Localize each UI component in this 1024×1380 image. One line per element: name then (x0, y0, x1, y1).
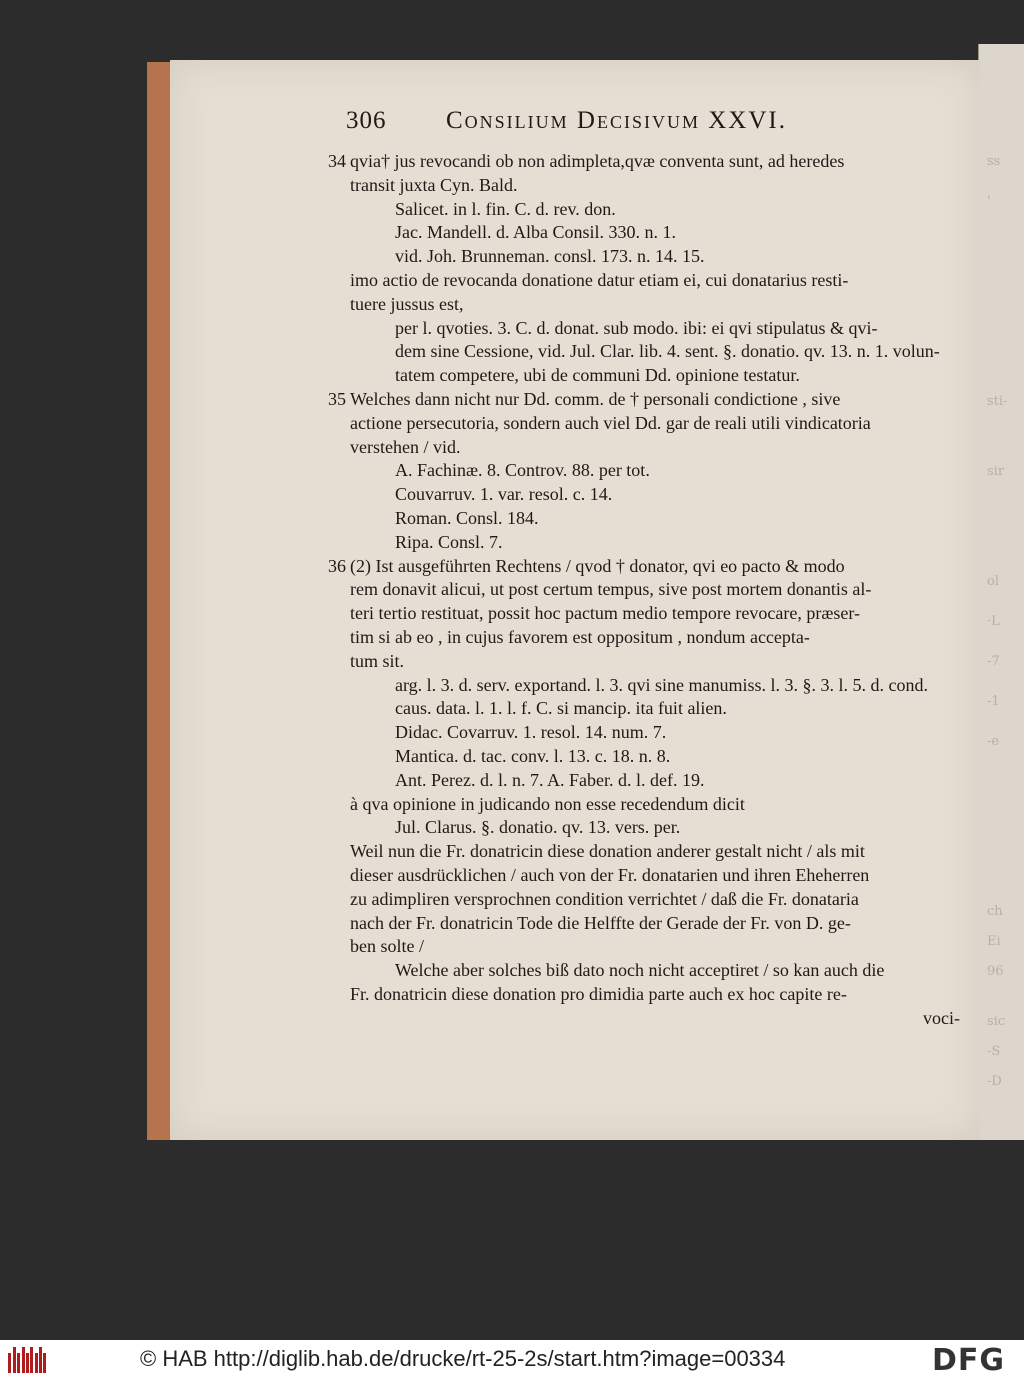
text-line (320, 412, 960, 436)
line-text: teri tertio restituat, possit hoc pactum medio tempore revocare, præser- (350, 603, 860, 624)
line-text: nach der Fr. donatricin Tode die Helffte der Gerade der Fr. von D. ge- (350, 912, 851, 933)
margin-number: 35 (328, 388, 346, 409)
line-text: dieser ausdrücklichen / auch von der Fr. donatarien und ihren Eheherren (350, 864, 870, 885)
line-text: dem sine Cessione, vid. Jul. Clar. lib. 4. sent. §. donatio. qv. 13. n. 1. volun- (395, 341, 940, 362)
line-text: Welches dann nicht nur Dd. comm. de † personali condictione , sive (350, 388, 841, 409)
line-text: Weil nun die Fr. donatricin diese donation anderer gestalt nicht / als mit (350, 841, 865, 862)
text-line (320, 912, 960, 936)
text-line (320, 626, 960, 650)
hab-logo-icon (8, 1347, 48, 1373)
text-line (320, 388, 960, 412)
margin-number: 36 (328, 555, 346, 576)
line-text: imo actio de revocanda donatione datur etiam ei, cui donatarius resti- (350, 269, 849, 290)
text-line (320, 531, 960, 555)
line-text: Didac. Covarruv. 1. resol. 14. num. 7. (395, 722, 667, 743)
text-line (320, 959, 960, 983)
line-text: Salicet. in l. fin. C. d. rev. don. (395, 198, 616, 219)
text-line (320, 602, 960, 626)
line-text: arg. l. 3. d. serv. exportand. l. 3. qvi sine manumiss. l. 3. §. 3. l. 5. d. cond. (395, 674, 928, 695)
text-line (320, 650, 960, 674)
footer-credit[interactable]: © HAB http://diglib.hab.de/drucke/rt-25-2s/start.htm?image=00334 (140, 1346, 786, 1371)
running-header (340, 107, 880, 147)
line-text: caus. data. l. 1. l. f. C. si mancip. ita fuit alien. (395, 698, 727, 719)
line-text: Jac. Mandell. d. Alba Consil. 330. n. 1. (395, 222, 676, 243)
text-line (320, 983, 960, 1007)
line-text: Fr. donatricin diese donation pro dimidia parte auch ex hoc capite re- (350, 983, 847, 1004)
line-text: à qva opinione in judicando non esse recedendum dicit (350, 793, 745, 814)
dfg-logo: DFG (932, 1343, 1006, 1378)
book-page (170, 60, 980, 1140)
line-text: actione persecutoria, sondern auch viel Dd. gar de reali utili vindicatoria (350, 412, 871, 433)
text-line (320, 198, 960, 222)
line-text: ben solte / (350, 936, 424, 957)
text-line (320, 459, 960, 483)
line-text: Mantica. d. tac. conv. l. 13. c. 18. n. 8. (395, 745, 671, 766)
text-line (320, 721, 960, 745)
text-line (320, 1007, 960, 1031)
line-text: Couvarruv. 1. var. resol. c. 14. (395, 484, 613, 505)
text-line (320, 483, 960, 507)
text-line (320, 174, 960, 198)
line-text: vid. Joh. Brunneman. consl. 173. n. 14. 15. (395, 246, 705, 267)
running-title: Consilium Decisivum XXVI. (446, 107, 787, 134)
line-text: verstehen / vid. (350, 436, 461, 457)
text-line (320, 840, 960, 864)
text-line (320, 221, 960, 245)
text-line (320, 150, 960, 174)
text-line (320, 293, 960, 317)
text-line (320, 364, 960, 388)
text-line (320, 864, 960, 888)
line-text: Ant. Perez. d. l. n. 7. A. Faber. d. l. def. 19. (395, 769, 705, 790)
line-text: per l. qvoties. 3. C. d. donat. sub modo. ibi: ei qvi stipulatus & qvi- (395, 317, 878, 338)
line-text: tum sit. (350, 650, 405, 671)
line-text: transit juxta Cyn. Bald. (350, 174, 518, 195)
line-text: Ripa. Consl. 7. (395, 531, 503, 552)
text-line (320, 935, 960, 959)
text-line (320, 555, 960, 579)
line-text: A. Fachinæ. 8. Controv. 88. per tot. (395, 460, 650, 481)
text-line (320, 888, 960, 912)
text-line (320, 674, 960, 698)
text-line (320, 697, 960, 721)
line-text: tuere jussus est, (350, 293, 464, 314)
line-text: (2) Ist ausgeführten Rechtens / qvod † donator, qvi eo pacto & modo (350, 555, 845, 576)
line-text: rem donavit alicui, ut post certum tempus, sive post mortem donantis al- (350, 579, 872, 600)
text-line (320, 436, 960, 460)
line-text: zu adimpliren versprochnen condition verrichtet / daß die Fr. donataria (350, 888, 859, 909)
footer-bar (0, 1340, 1024, 1380)
text-line (320, 745, 960, 769)
page-number: 306 (346, 107, 387, 134)
line-text: Jul. Clarus. §. donatio. qv. 13. vers. per. (395, 817, 681, 838)
text-line (320, 340, 960, 364)
line-text: Welche aber solches biß dato noch nicht acceptiret / so kan auch die (395, 960, 885, 981)
text-line (320, 269, 960, 293)
text-line (320, 245, 960, 269)
page-text (320, 150, 960, 1030)
text-line (320, 769, 960, 793)
line-text: qvia† jus revocandi ob non adimpleta,qvæ conventa sunt, ad heredes (350, 151, 845, 171)
text-line (320, 317, 960, 341)
line-text: Roman. Consl. 184. (395, 507, 539, 528)
adjacent-page-edge: ss ' sti- sir ol ·L -7 -1 -e ch Ei 96 sic -S -D (978, 44, 1024, 1140)
text-line (320, 507, 960, 531)
line-text: tim si ab eo , in cujus favorem est oppositum , nondum accepta- (350, 626, 810, 647)
margin-number: 34 (328, 151, 346, 171)
text-line (320, 816, 960, 840)
text-line (320, 578, 960, 602)
text-line (320, 793, 960, 817)
line-text: voci- (923, 1007, 960, 1028)
line-text: tatem competere, ubi de communi Dd. opinione testatur. (395, 365, 800, 386)
